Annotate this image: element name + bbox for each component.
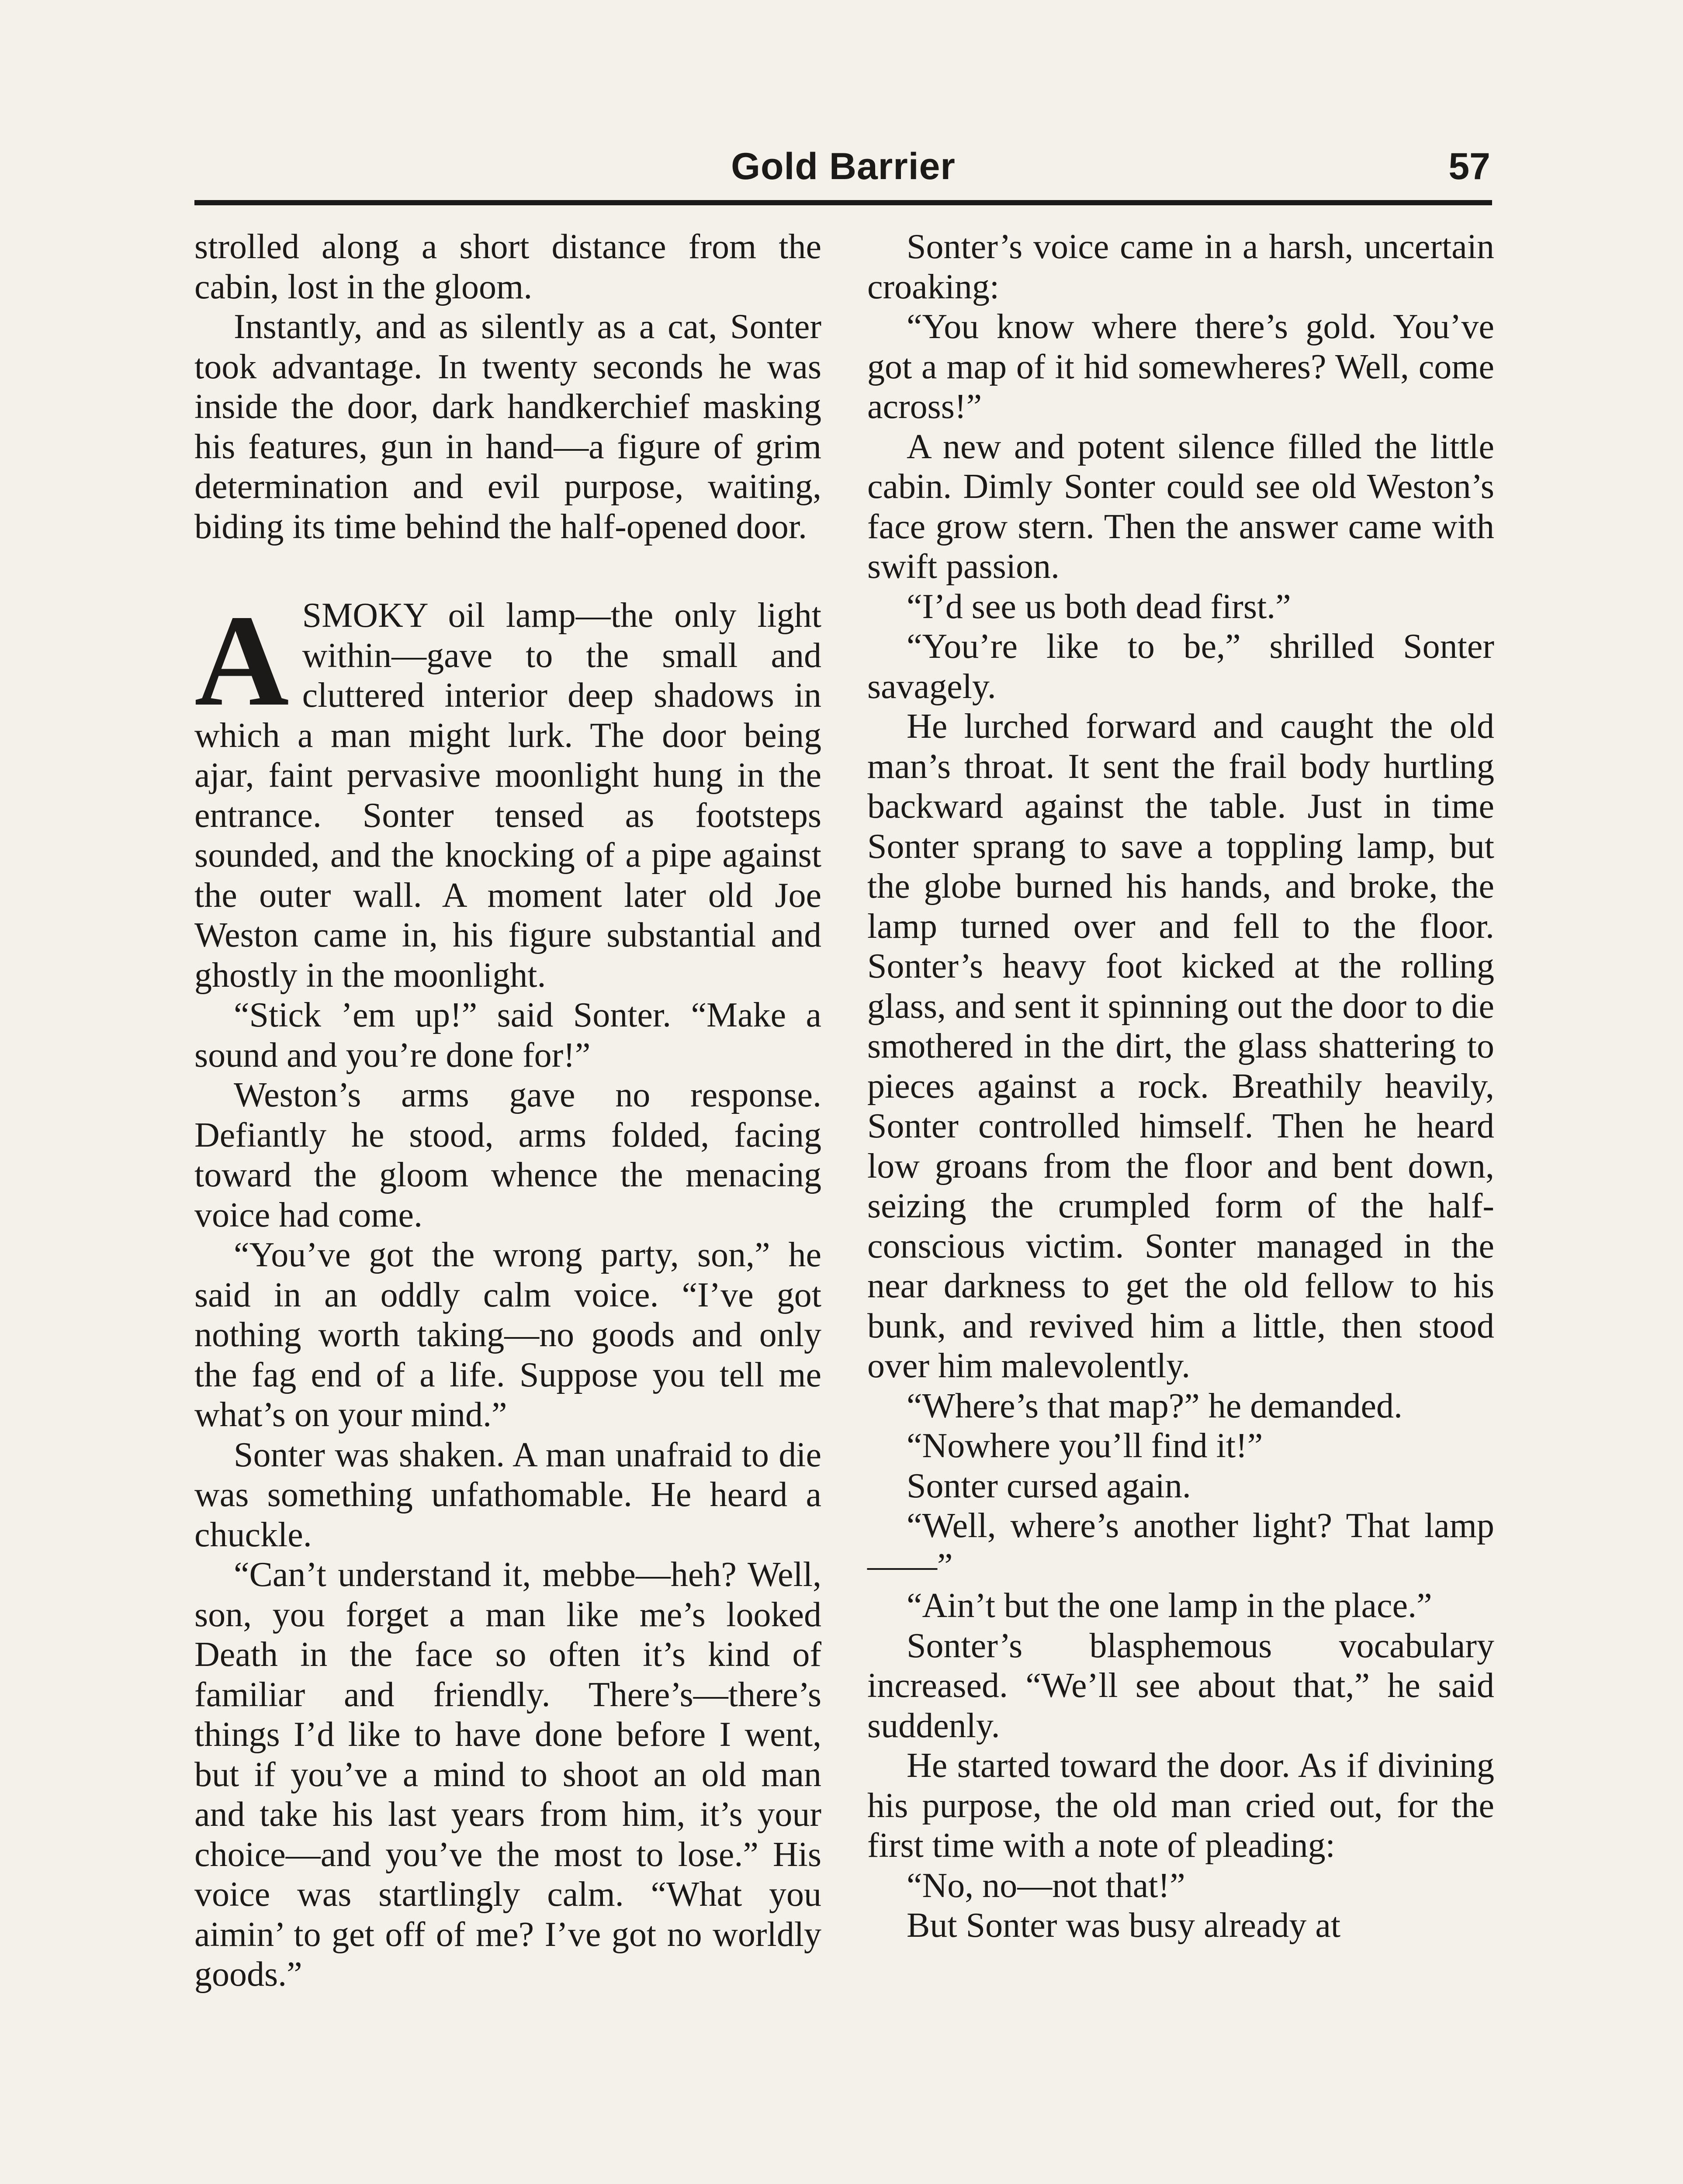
paragraph: “You know where there’s gold. You’ve got a map of it hid somewheres? Well, come across!” <box>867 308 1494 426</box>
paragraph: “No, no—not that!” <box>907 1866 1185 1905</box>
paragraph: Sonter’s blasphemous vocabulary increased. “We’ll see about that,” he said suddenly. <box>867 1626 1494 1745</box>
paragraph: Weston’s arms gave no response. Defiantly he stood, arms folded, facing toward the gloom whence the menacing voice had come. <box>194 1076 821 1234</box>
paragraph-text: SMOKY oil lamp—the only light within—gave to the small and cluttered interior deep shadows in which a man might lurk. The door being ajar, faint pervasive moonlight hung in the entrance. Sonter tensed as footsteps sounded, and the knocking of a pipe against the outer wall. A moment later old Joe Weston came in, his figure substantial and ghostly in the moonlight. <box>194 596 821 995</box>
paragraph: Sonter’s voice came in a harsh, uncertain croaking: <box>867 228 1494 306</box>
paragraph: But Sonter was busy already at <box>907 1906 1341 1945</box>
drop-cap: A <box>194 588 289 733</box>
paragraph: Sonter was shaken. A man unafraid to die was something unfathomable. He heard a chuckle. <box>194 1435 821 1554</box>
section-opening-paragraph <box>194 588 821 995</box>
running-title: Gold Barrier <box>731 145 956 187</box>
paragraph: Sonter cursed again. <box>907 1466 1191 1505</box>
paragraph: strolled along a short distance from the cabin, lost in the gloom. <box>194 228 821 306</box>
paragraph: A new and potent silence filled the little cabin. Dimly Sonter could see old Weston’s face grow stern. Then the answer came with swift passion. <box>867 427 1494 586</box>
paragraph: “Ain’t but the one lamp in the place.” <box>907 1586 1432 1625</box>
paragraph: “Stick ’em up!” said Sonter. “Make a sound and you’re done for!” <box>194 996 821 1075</box>
paragraph: “Where’s that map?” he demanded. <box>907 1386 1402 1425</box>
paragraph: He lurched forward and caught the old man’s throat. It sent the frail body hurtling backward against the table. Just in time Sonter sprang to save a toppling lamp, but the globe burned his hands, and broke, the lamp turned over and fell to the floor. Sonter’s heavy foot kicked at the rolling glass, and sent it spinning out the door to die smothered in the dirt, the glass shattering to pieces against a rock. Breathily heavily, Sonter controlled himself. Then he heard low groans from the floor and bent down, seizing the crumpled form of the half-conscious victim. Sonter managed in the near darkness to get the old fellow to his bunk, and revived him a little, then stood over him malevolently. <box>867 707 1494 1385</box>
paragraph: “Can’t understand it, mebbe—heh? Well, son, you forget a man like me’s looked Death in the face so often it’s kind of familiar and friendly. There’s—there’s things I’d like to have done before I went, but if you’ve a mind to shoot an old man and take his last years from him, it’s your choice—and you’ve the most to lose.” His voice was startlingly calm. “What you aimin’ to get off of me? I’ve got no worldly goods.” <box>194 1555 821 1994</box>
paragraph: He started toward the door. As if divining his purpose, the old man cried out, for the first time with a note of pleading: <box>867 1746 1494 1865</box>
paragraph: “Well, where’s another light? That lamp——” <box>867 1507 1494 1585</box>
paragraph: “You’ve got the wrong party, son,” he said in an oddly calm voice. “I’ve got nothing worth taking—no goods and only the fag end of a life. Suppose you tell me what’s on your mind.” <box>194 1236 821 1434</box>
paragraph: “I’d see us both dead first.” <box>907 587 1291 626</box>
left-column <box>194 227 821 1995</box>
page-number: 57 <box>1448 145 1490 187</box>
running-header <box>194 139 1492 205</box>
paragraph: “You’re like to be,” shrilled Sonter savagely. <box>867 627 1494 706</box>
paragraph: “Nowhere you’ll find it!” <box>907 1427 1263 1465</box>
right-column <box>867 227 1494 1946</box>
paragraph: Instantly, and as silently as a cat, Sonter took advantage. In twenty seconds he was inside the door, dark handkerchief masking his features, gun in hand—a figure of grim determination and evil purpose, waiting, biding its time behind the half-opened door. <box>194 308 821 546</box>
